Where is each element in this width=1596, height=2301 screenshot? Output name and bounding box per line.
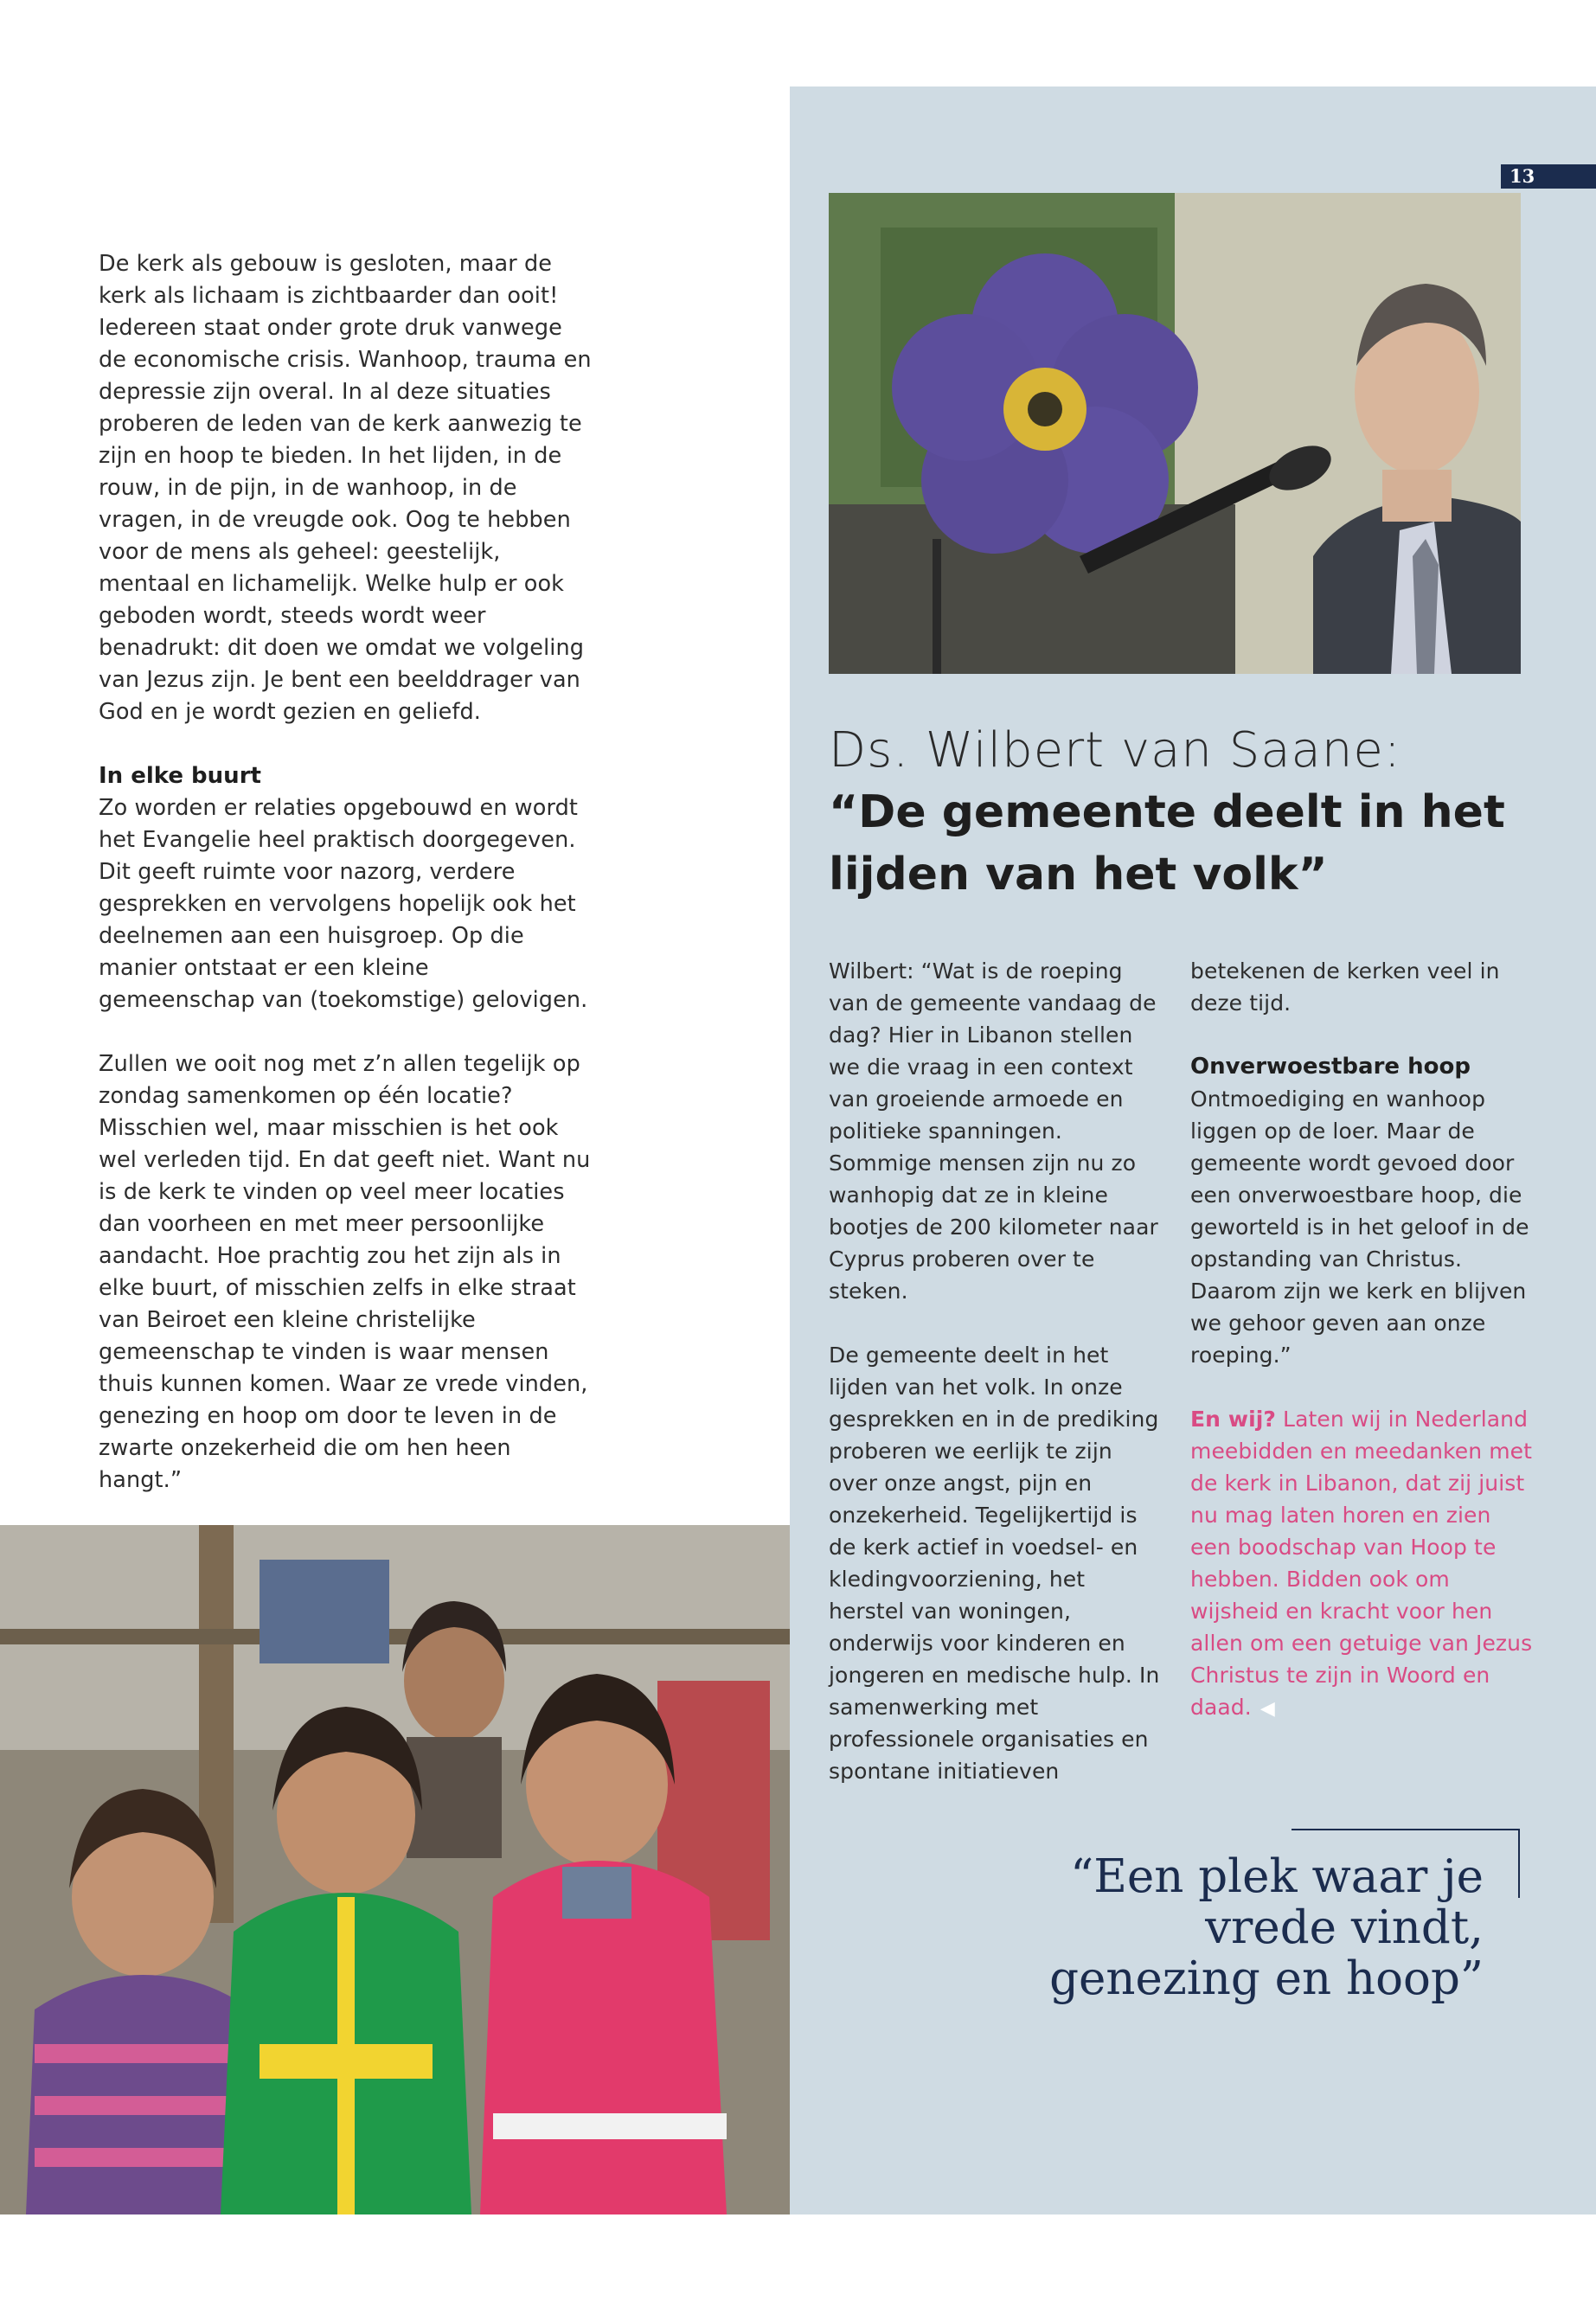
section-heading-onverwoestbare-hoop: Onverwoestbare hoop [1190, 1054, 1471, 1080]
left-column [99, 248, 592, 1529]
left-paragraph-1: De kerk als gebouw is gesloten, maar de kerk als lichaam is zichtbaarder dan ooit! Iedereen staat onder grote druk vanwege de economische crisis. Wanhoop, trauma en depressie zijn overal. In al deze situaties proberen de leden van de kerk aanwezig te zijn en hoop te bieden. In het lijden, in de rouw, in de pijn, in de wanhoop, in de vragen, in de vreugde ook. Oog te hebben voor de mens als geheel: geestelijk, mentaal en lichamelijk. Welke hulp er ook geboden wordt, steeds wordt weer benadrukt: dit doen we omdat we volgeling van Jezus zijn. Je bent een beelddrager van God en je wordt gezien en geliefd. [99, 251, 592, 725]
sidebar-right-column [1190, 955, 1536, 1757]
section-heading-in-elke-buurt: In elke buurt [99, 763, 261, 789]
left-paragraph-2: Zo worden er relaties opgebouwd en wordt het Evangelie heel praktisch doorgegeven. Dit geeft ruimte voor nazorg, verdere gesprekken en vervolgens hopelijk ook het deelnemen aan een huisgroep. Op die manier ontstaat er een kleine gemeenschap van (toekomstige) gelovigen. [99, 795, 588, 1013]
page-number: 13 [1501, 164, 1596, 189]
call-text: Laten wij in Nederland meebidden en meedanken met de kerk in Libanon, dat zij juist nu mag laten horen en zien een boodschap van Hoop te hebben. Bidden ook om wijsheid en kracht voor hen allen om een getuige van Jezus Christus te zijn in Woord en daad. [1190, 1407, 1533, 1720]
pull-quote-rule-horizontal [1292, 1829, 1520, 1830]
middle-paragraph-1: Wilbert: “Wat is de roeping van de gemeente vandaag de dag? Hier in Libanon stellen we die vraag in een context van groeiende armoede en politieke spanningen. Sommige mensen zijn nu zo wanhopig dat ze in kleine bootjes de 200 kilometer naar Cyprus proberen over te steken. [829, 958, 1158, 1304]
middle-paragraph-2: De gemeente deelt in het lijden van het volk. In onze gesprekken en in de prediking proberen we eerlijk te zijn over onze angst, pijn en onzekerheid. Tegelijkertijd is de kerk actief in voedsel- en kledingvoorziening, het herstel van woningen, onderwijs voor kinderen en jongeren en medische hulp. In samenwerking met professionele organisaties en spontane initiatieven [829, 1343, 1160, 1784]
speaker-photo-illustration [829, 193, 1521, 674]
call-label: En wij? [1190, 1407, 1277, 1432]
call-to-action [1190, 1403, 1536, 1725]
end-of-article-icon: ◀ [1259, 1698, 1275, 1720]
pull-quote: “Een plek waar je vrede vindt, genezing en hoop” [1049, 1850, 1484, 2005]
pull-quote-rule-vertical [1518, 1829, 1520, 1898]
right-paragraph-1: betekenen de kerken veel in deze tijd. [1190, 958, 1500, 1016]
sidebar-middle-column [829, 955, 1166, 1819]
children-photo [0, 1525, 790, 2214]
right-paragraph-2: Ontmoediging en wanhoop liggen op de loer. Maar de gemeente wordt gevoed door een onverwoestbare hoop, die geworteld is in het geloof in de opstanding van Christus. Daarom zijn we kerk en blijven we gehoor geven aan onze roeping.” [1190, 1086, 1529, 1368]
left-paragraph-3: Zullen we ooit nog met z’n allen tegelijk op zondag samenkomen op één locatie? Misschien wel, maar misschien is het ook wel verleden tijd. En dat geeft niet. Want nu is de kerk te vinden op veel meer locaties dan voorheen en met meer persoonlijke aandacht. Hoe prachtig zou het zijn als in elke buurt, of misschien zelfs in elke straat van Beiroet een kleine christelijke gemeenschap te vinden is waar mensen thuis kunnen komen. Waar ze vrede vinden, genezing en hoop om door te leven in de zwarte onzekerheid die om hen heen hangt.” [99, 1051, 591, 1493]
article-title-name: Ds. Wilbert van Saane: [829, 722, 1401, 779]
article-title-quote: “De gemeente deelt in het lijden van het volk” [829, 786, 1505, 901]
speaker-photo [829, 193, 1521, 674]
children-photo-illustration [0, 1525, 790, 2214]
